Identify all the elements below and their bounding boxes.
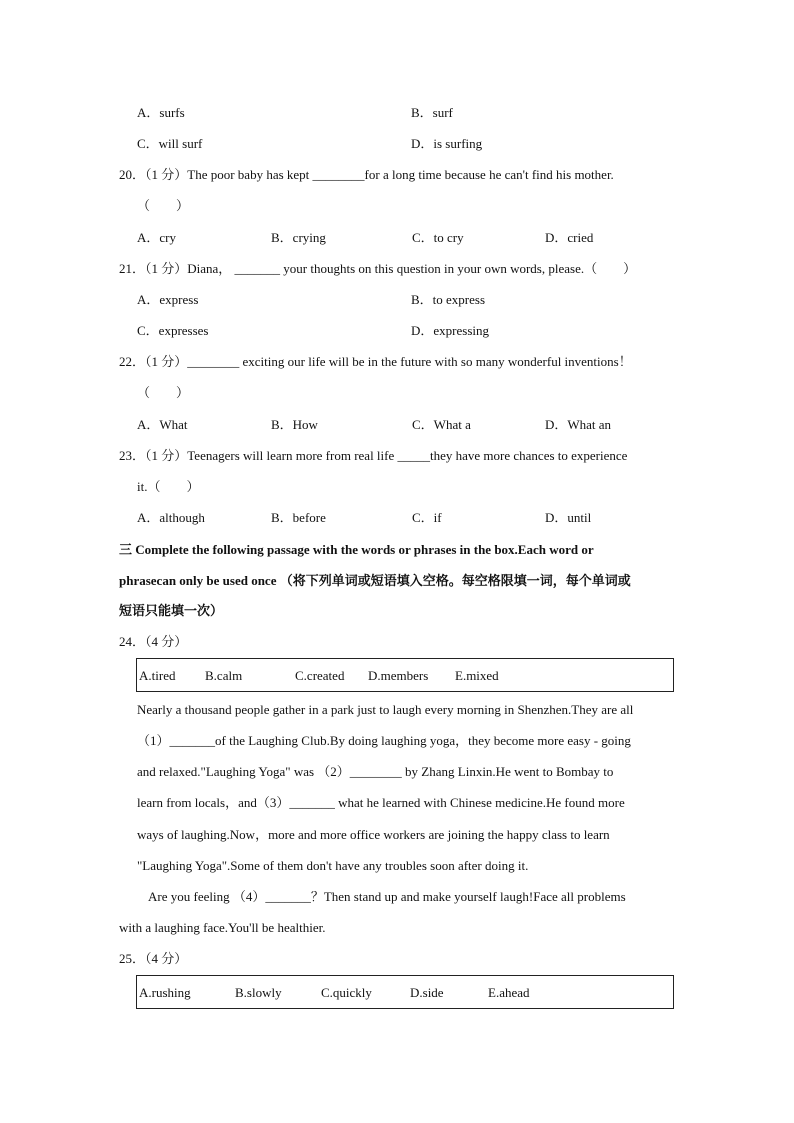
- q23-option-b: B．before: [271, 510, 326, 525]
- q21-option-c: C．expresses: [137, 323, 209, 338]
- question-21-stem: Diana， _______ your thoughts on this question in your own words, please.（ ）: [187, 261, 637, 276]
- question-20-answer-paren: （ ）: [137, 198, 190, 213]
- q24-word-e: E.mixed: [455, 668, 499, 683]
- q24-word-box: [136, 658, 674, 692]
- q23-option-c: C．if: [412, 510, 442, 525]
- question-23-stem: Teenagers will learn more from real life _____they have more chances to experience: [187, 448, 628, 463]
- q25-word-box: [136, 975, 674, 1009]
- question-22-answer-paren: （ ）: [137, 385, 190, 400]
- question-25-label: 25．（4 分）: [119, 951, 188, 966]
- q21-option-d: D．expressing: [411, 323, 489, 338]
- q20-option-d: D．cried: [545, 230, 594, 245]
- q22-option-b: B．How: [271, 417, 318, 432]
- q24-passage-line: learn from locals，and（3）_______ what he learned with Chinese medicine.He found more: [137, 795, 625, 810]
- q20-option-a: A．cry: [137, 230, 176, 245]
- q24-word-d: D.members: [368, 668, 429, 683]
- section-3-heading-line-3: 短语只能填一次）: [119, 603, 224, 618]
- question-22-label: 22．（1 分）: [119, 354, 188, 369]
- section-3-heading-line-2: phrasecan only be used once （将下列单词或短语填入空格。每空格限填一词，每个单词或: [119, 573, 631, 588]
- question-24-label: 24．（4 分）: [119, 634, 188, 649]
- question-20-stem: The poor baby has kept ________for a long time because he can't find his mother.: [187, 167, 614, 182]
- q24-word-b: B.calm: [205, 668, 243, 683]
- q24-passage-line: Nearly a thousand people gather in a park just to laugh every morning in Shenzhen.They are all: [137, 702, 634, 717]
- q22-option-c: C．What a: [412, 417, 471, 432]
- q20-option-c: C．to cry: [412, 230, 464, 245]
- q24-passage-line: Are you feeling （4）_______？Then stand up and make yourself laugh!Face all problems: [148, 889, 626, 904]
- q21-option-b: B．to express: [411, 292, 486, 307]
- question-21-label: 21．（1 分）: [119, 261, 188, 276]
- q24-passage-line: ways of laughing.Now，more and more office workers are joining the happy class to learn: [137, 827, 610, 842]
- q24-passage-line: with a laughing face.You'll be healthier.: [119, 920, 326, 935]
- q19-option-d: D．is surfing: [411, 136, 483, 151]
- question-20: [119, 166, 674, 184]
- q24-word-a: A.tired: [139, 668, 176, 683]
- question-23: [119, 447, 627, 465]
- q19-option-c: C．will surf: [137, 136, 203, 151]
- q24-passage-line: （1）_______of the Laughing Club.By doing laughing yoga，they become more easy - going: [137, 733, 631, 748]
- q25-word-a: A.rushing: [139, 985, 191, 1000]
- q24-word-c: C.created: [295, 668, 345, 683]
- question-23-stem-continued: it.（ ）: [137, 479, 200, 494]
- section-3-heading-line-1: 三 Complete the following passage with the words or phrases in the box.Each word or: [119, 542, 594, 557]
- q25-word-b: B.slowly: [235, 985, 282, 1000]
- question-22-stem: ________ exciting our life will be in the future with so many wonderful inventions！: [187, 354, 632, 369]
- q24-passage-line: and relaxed."Laughing Yoga" was （2）________ by Zhang Linxin.He went to Bombay to: [137, 764, 614, 779]
- q19-option-b: B．surf: [411, 105, 453, 120]
- question-20-label: 20．（1 分）: [119, 167, 188, 182]
- question-22: [119, 353, 632, 371]
- q23-option-a: A．although: [137, 510, 205, 525]
- q25-word-e: E.ahead: [488, 985, 530, 1000]
- q22-option-d: D．What an: [545, 417, 612, 432]
- q22-option-a: A．What: [137, 417, 188, 432]
- question-21: [119, 260, 636, 278]
- q25-word-c: C.quickly: [321, 985, 372, 1000]
- q25-word-d: D.side: [410, 985, 444, 1000]
- q21-option-a: A．express: [137, 292, 199, 307]
- q23-option-d: D．until: [545, 510, 592, 525]
- question-23-label: 23．（1 分）: [119, 448, 188, 463]
- q20-option-b: B．crying: [271, 230, 326, 245]
- q24-passage-line: "Laughing Yoga".Some of them don't have any troubles soon after doing it.: [137, 858, 529, 873]
- q19-option-a: A．surfs: [137, 105, 185, 120]
